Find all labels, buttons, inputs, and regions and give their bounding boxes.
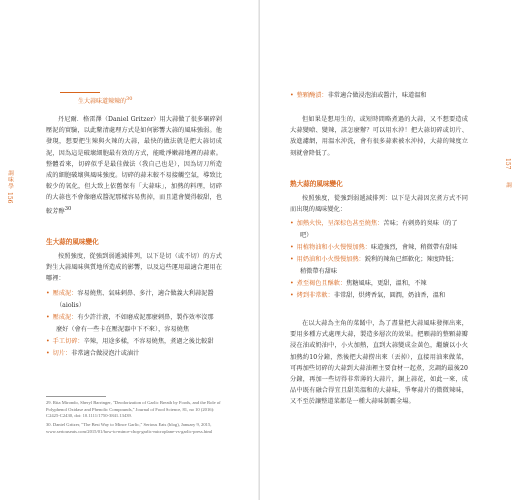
list-item: 稍微帶有甜味 bbox=[300, 268, 338, 275]
right-page bbox=[260, 0, 520, 500]
intro-paragraph: 丹尼爾．格雷澤（Daniel Gritzer）用大蒜做了很多碾碎剁壓泥的實驗，以此釐清處理方式是如何影響大蒜的風味強弱。他發現，想要把生辣與火辣的大蒜，最快的做法就是把大蒜切成泥，因為這是破壞細胞最有效的方式，能毗淨嫩蒜地裡的蒜素。整體看來，切碎似乎是最佳做法（我自己也是），因為切刀所造成的細胞破壞與風味強度。切碎的蒜末較不易接觸空氣，導致比較少的氧化，但大致上依舊保有「大蒜味」，加熱的料理，切碎的大蒜也不會像磨成醬泥那樣容易焦掉，而且還會變得較甜，也較芳醇$^{30}$ bbox=[46, 116, 222, 215]
list-item: • 手工切碎：辛辣，用途多樣，不容易燒焦，煮過之後比較甜 bbox=[46, 338, 214, 345]
cooked-garlic-section-title: 熟大蒜的風味變化 bbox=[290, 180, 343, 188]
list-item: • 壓成泥：有少許汁液，不如磨成泥那麼刺鼻，製作效率沒那 bbox=[46, 314, 214, 321]
quote-footnote-mark: 30 bbox=[126, 96, 133, 102]
pull-quote: 生大蒜味道辣辣的$^{30}$ bbox=[78, 96, 133, 105]
list-item: • 用奶油和小火慢慢加熱：鋭利的辣角已經軟化；辣度降低； bbox=[290, 256, 458, 263]
running-head-right: 調 bbox=[505, 182, 511, 189]
bullet-icon: • bbox=[46, 338, 50, 345]
water-rinse-paragraph: 但如果是想用生的，或短時間略煮過的大蒜，又不想要造成大蒜變嗆、變辣，該怎麼辦？可以用水沖！把大蒜切碎或切片、放進濾網，用溫水沖洗，會有很多蒜素被水沖掉，大蒜的辣度立刻就會降低了。 bbox=[290, 116, 468, 157]
bullet-icon: • bbox=[290, 244, 294, 251]
page-number-right: 157 bbox=[504, 158, 511, 170]
list-item: 麼好（會有一些卡在壓泥器中下不來），容易燒焦 bbox=[56, 326, 190, 333]
list-item: • 煮至褐色且酥軟：焦糖風味，更甜，溫和，不辣 bbox=[290, 280, 427, 287]
page-number-left: 156 bbox=[6, 192, 13, 204]
bullet-icon: • bbox=[290, 92, 294, 99]
list-item: • 壓成泥：容易燒焦、氣味刺鼻、多汁，適合做義大利蒜泥醬 bbox=[46, 290, 214, 297]
raw-garlic-intro: 按照強度，從強到弱遞減排列，以下是切（或不切）的方式對生大蒜風味與質地所造成的影響，以及這些運用最適合運用在哪裡： bbox=[46, 253, 222, 283]
bullet-icon: • bbox=[46, 314, 50, 321]
bullet-icon: • bbox=[290, 220, 294, 227]
list-item: • 整顆醃漬：非常適合做浸泡油或醬汁，味道溫和 bbox=[290, 92, 427, 99]
footnote: 29. Rita Mirondo, Sheryl Barringer, "Deodorization of Garlic Breath by Foods, and the Role of Polyphenol Oxidase and Phenolic Compounds," Journal of Food Science, 81, no 10 (2016): C2425-C2430, doi: 10.1111/1750-3841.13439. bbox=[46, 400, 221, 419]
bullet-icon: • bbox=[290, 280, 294, 287]
list-item: • 烤到非常軟：非常甜，烘烤香氣，圓潤，奶油香，溫和 bbox=[290, 292, 446, 299]
bullet-icon: • bbox=[46, 350, 50, 357]
list-item: （aiolis） bbox=[56, 302, 85, 309]
footnote: 30. Daniel Gritzer, "The Best Way to Mince Garlic," Serious Eats (blog), January 9, 2015, www.seriouseats.com/2015/01/how-to-mince-chop-garlic-microplane-vs-garlic-press.html bbox=[46, 422, 213, 434]
bullet-icon: • bbox=[290, 292, 294, 299]
list-item: • 用植物油和小火慢慢加熱：味道強烈，會辣，稍微帶有甜味 bbox=[290, 244, 458, 251]
list-item: 吧） bbox=[300, 232, 313, 239]
layering-paragraph: 在以大蒜為主角的菜餚中，為了盡量把大蒜風味發揮出來，要用多種方式處理大蒜，製造多層次的效果。把顆蒜的整顆蒜瓣浸在油或奶油中，小火加熱，直到大蒜變成金黃色，繼續以小火加熱約10分鐘，然後把大蒜撈出來（丟掉），直接用油來做菜，可再加些切碎的大蒜到大蒜油裡主要食材一起煮，烹調約最後20分鐘，再加一些切得非常薄的大蒜片，銅上蒜花，如此一來，成品中既有融合得宜且甜美溫和的大蒜味，爭奪蒜片的微微辣味，又不至於讓整道菜都是一種大蒜味制霸全場。 bbox=[290, 320, 468, 406]
raw-garlic-section-title: 生大蒜的風味變化 bbox=[46, 238, 99, 246]
list-item: • 加熱火快，呈深棕色甚至燒焦：苦味；有刺鼻的臭味（的了 bbox=[290, 220, 458, 227]
footnote-rule bbox=[46, 396, 106, 397]
cooked-garlic-intro: 按照強度，從強到弱遞減排列：以下是大蒜因烹煮方式不同而出現的風味變化： bbox=[290, 195, 468, 214]
bullet-icon: • bbox=[290, 256, 294, 263]
list-item: • 切片：非常適合做浸泡汁或滷汁 bbox=[46, 350, 140, 357]
intro-footnote-mark: 30 bbox=[64, 205, 72, 212]
bullet-icon: • bbox=[46, 290, 50, 297]
running-head-left: 調味學 bbox=[7, 170, 13, 190]
quote-rule bbox=[60, 92, 100, 93]
